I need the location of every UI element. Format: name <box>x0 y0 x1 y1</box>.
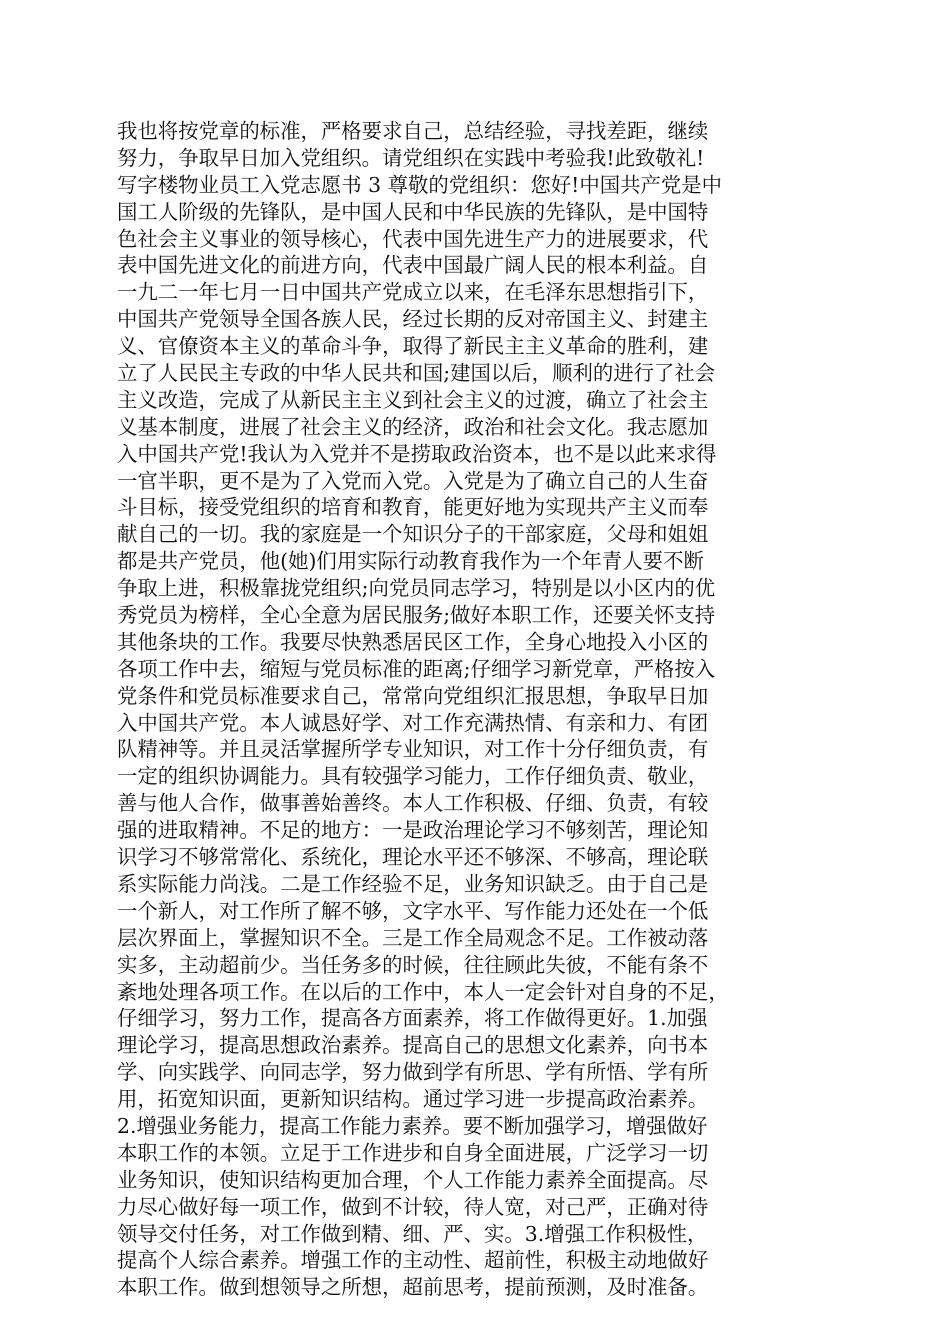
text-line: 写字楼物业员工入党志愿书 3 尊敬的党组织：您好!中国共产党是中 <box>117 172 723 197</box>
text-line: 用，拓宽知识面，更新知识结构。通过学习进一步提高政治素养。 <box>117 1087 709 1112</box>
text-line: 秀党员为榜样，全心全意为居民服务;做好本职工作，还要关怀支持 <box>117 603 716 628</box>
text-line: 各项工作中去，缩短与党员标准的距离;仔细学习新党章，严格按入 <box>117 656 716 681</box>
text-line: 入中国共产党!我认为入党并不是捞取政治资本，也不是以此来求得 <box>117 441 717 466</box>
text-line: 献自己的一切。我的家庭是一个知识分子的干部家庭，父母和姐姐 <box>117 522 709 547</box>
text-line: 主义改造，完成了从新民主主义到社会主义的过渡，确立了社会主 <box>117 387 709 412</box>
text-line: 表中国先进文化的前进方向，代表中国最广阔人民的根本利益。自 <box>117 253 709 278</box>
text-line: 一个新人，对工作所了解不够，文字水平、写作能力还处在一个低 <box>117 898 709 923</box>
text-line: 善与他人合作，做事善始善终。本人工作积极、仔细、负责，有较 <box>117 791 709 816</box>
text-line: 入中国共产党。本人诚恳好学、对工作充满热情、有亲和力、有团 <box>117 710 709 735</box>
text-line: 仔细学习，努力工作，提高各方面素养，将工作做得更好。1.加强 <box>117 1006 708 1031</box>
text-line: 一官半职，更不是为了入党而入党。入党是为了确立自己的人生奋 <box>117 468 709 493</box>
text-line: 本职工作。做到想领导之所想，超前思考，提前预测，及时准备。 <box>117 1275 709 1300</box>
text-line: 实多，主动超前少。当任务多的时候，往往顾此失彼，不能有条不 <box>117 952 709 977</box>
text-line: 立了人民民主专政的中华人民共和国;建国以后，顺利的进行了社会 <box>117 361 716 386</box>
text-line: 业务知识，使知识结构更加合理，个人工作能力素养全面提高。尽 <box>117 1167 709 1192</box>
text-line: 本职工作的本领。立足于工作进步和自身全面进展，广泛学习一切 <box>117 1140 709 1165</box>
text-line: 其他条块的工作。我要尽快熟悉居民区工作，全身心地投入小区的 <box>117 629 709 654</box>
text-line: 斗目标，接受党组织的培育和教育，能更好地为实现共产主义而奉 <box>117 495 709 520</box>
text-line: 强的进取精神。不足的地方：一是政治理论学习不够刻苦，理论知 <box>117 818 709 843</box>
text-line: 识学习不够常常化、系统化，理论水平还不够深、不够高，理论联 <box>117 845 709 870</box>
text-line: 一定的组织协调能力。具有较强学习能力，工作仔细负责、敬业， <box>117 764 709 789</box>
text-line: 中国共产党领导全国各族人民，经过长期的反对帝国主义、封建主 <box>117 307 709 332</box>
text-line: 争取上进，积极靠拢党组织;向党员同志学习，特别是以小区内的优 <box>117 576 716 601</box>
text-line: 国工人阶级的先锋队，是中国人民和中华民族的先锋队，是中国特 <box>117 199 709 224</box>
text-line: 2.增强业务能力，提高工作能力素养。要不断加强学习，增强做好 <box>117 1113 708 1138</box>
text-line: 努力，争取早日加入党组织。请党组织在实践中考验我!此致敬礼! <box>117 145 705 170</box>
text-line: 学、向实践学、向同志学，努力做到学有所思、学有所悟、学有所 <box>117 1060 709 1085</box>
text-line: 系实际能力尚浅。二是工作经验不足，业务知识缺乏。由于自己是 <box>117 871 709 896</box>
body-text <box>117 118 837 1301</box>
text-line: 力尽心做好每一项工作，做到不计较，待人宽，对己严，正确对待 <box>117 1194 709 1219</box>
text-line: 紊地处理各项工作。在以后的工作中，本人一定会针对自身的不足， <box>117 979 729 1004</box>
text-line: 提高个人综合素养。增强工作的主动性、超前性，积极主动地做好 <box>117 1248 709 1273</box>
text-line: 一九二一年七月一日中国共产党成立以来，在毛泽东思想指引下， <box>117 280 709 305</box>
text-line: 都是共产党员，他(她)们用实际行动教育我作为一个年青人要不断 <box>117 549 704 574</box>
text-line: 我也将按党章的标准，严格要求自己，总结经验，寻找差距，继续 <box>117 119 709 143</box>
text-line: 队精神等。并且灵活掌握所学专业知识，对工作十分仔细负责，有 <box>117 737 709 762</box>
text-line: 领导交付任务，对工作做到精、细、严、实。3.增强工作积极性， <box>117 1221 708 1246</box>
text-line: 色社会主义事业的领导核心，代表中国先进生产力的进展要求，代 <box>117 226 709 251</box>
text-line: 义、官僚资本主义的革命斗争，取得了新民主主义革命的胜利，建 <box>117 334 709 359</box>
text-line: 理论学习，提高思想政治素养。提高自己的思想文化素养，向书本 <box>117 1033 709 1058</box>
text-line: 党条件和党员标准要求自己，常常向党组织汇报思想，争取早日加 <box>117 683 709 708</box>
text-line: 义基本制度，进展了社会主义的经济，政治和社会文化。我志愿加 <box>117 414 709 439</box>
text-line: 层次界面上，掌握知识不全。三是工作全局观念不足。工作被动落 <box>117 925 709 950</box>
